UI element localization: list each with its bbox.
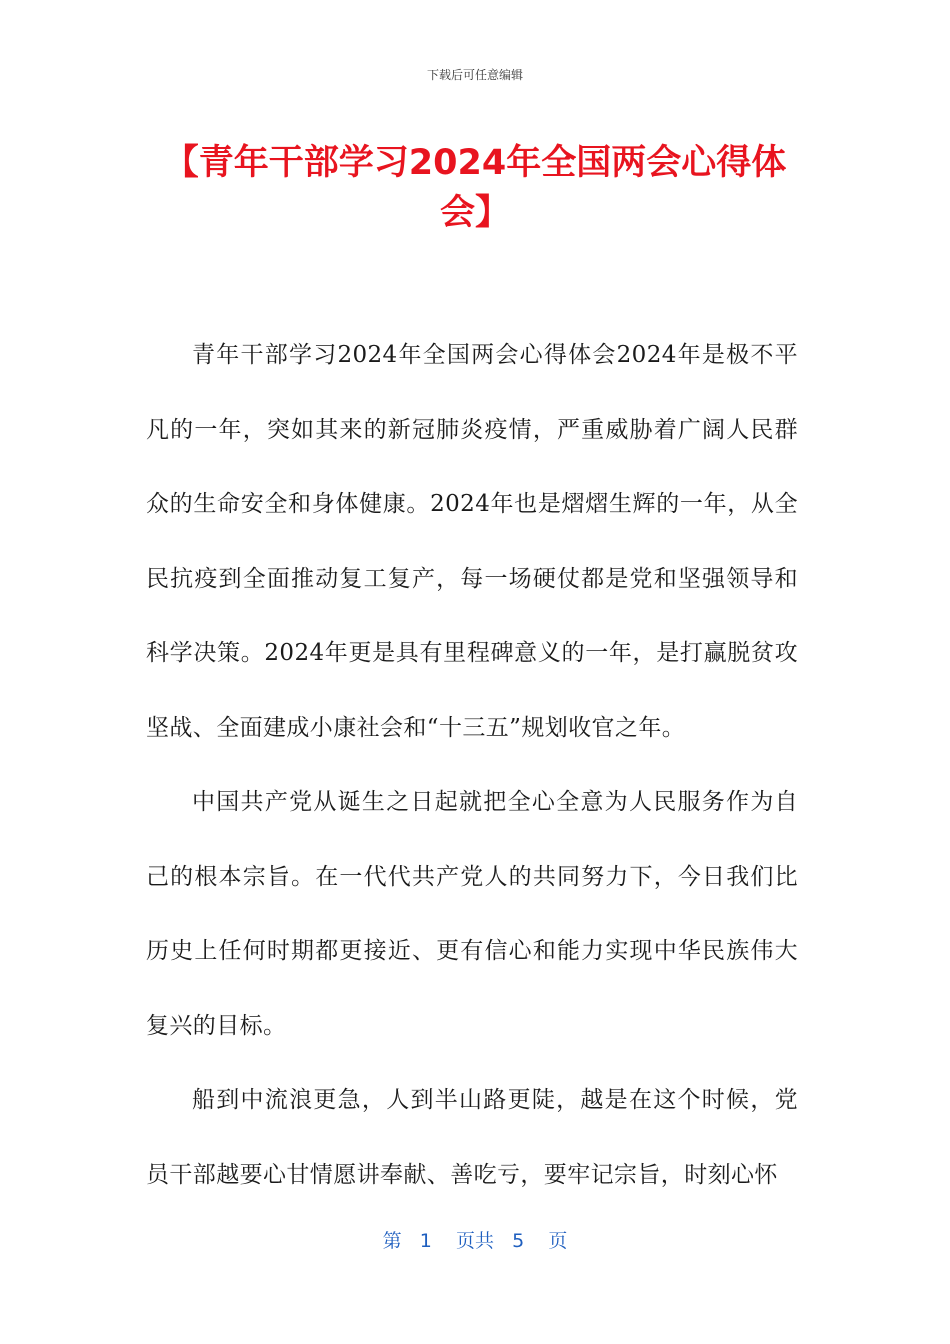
header-note: 下载后可任意编辑 (426, 68, 523, 82)
page-number-footer (0, 1226, 950, 1253)
paragraph-2: 中国共产党从诞生之日起就把全心全意为人民服务作为自己的根本宗旨。在一代代共产党人的共同努力下，今日我们比历史上任何时期都更接近、更有信心和能力实现中华民族伟大复兴的目标。 (146, 789, 798, 1039)
page-suffix: 页 (548, 1230, 568, 1252)
document-body (146, 318, 798, 1212)
page-middle-text: 页共 (455, 1230, 494, 1252)
paragraph-3: 船到中流浪更急，人到半山路更陡，越是在这个时候，党员干部越要心甘情愿讲奉献、善吃亏，要牢记宗旨，时刻心怀 (146, 1087, 798, 1188)
current-page-number: 1 (419, 1230, 432, 1252)
paragraph-1: 青年干部学习2024年全国两会心得体会2024年是极不平凡的一年，突如其来的新冠肺炎疫情，严重威胁着广阔人民群众的生命安全和身体健康。2024年也是熠熠生辉的一年，从全民抗疫到全面推动复工复产，每一场硬仗都是党和坚强领导和科学决策。2024年更是具有里程碑意义的一年，是打赢脱贫攻坚战、全面建成小康社会和“十三五”规划收官之年。 (146, 342, 798, 741)
page-prefix: 第 (382, 1230, 402, 1252)
total-pages-number: 5 (512, 1230, 525, 1252)
document-title: 【青年干部学习2024年全国两会心得体会】 (163, 143, 787, 233)
